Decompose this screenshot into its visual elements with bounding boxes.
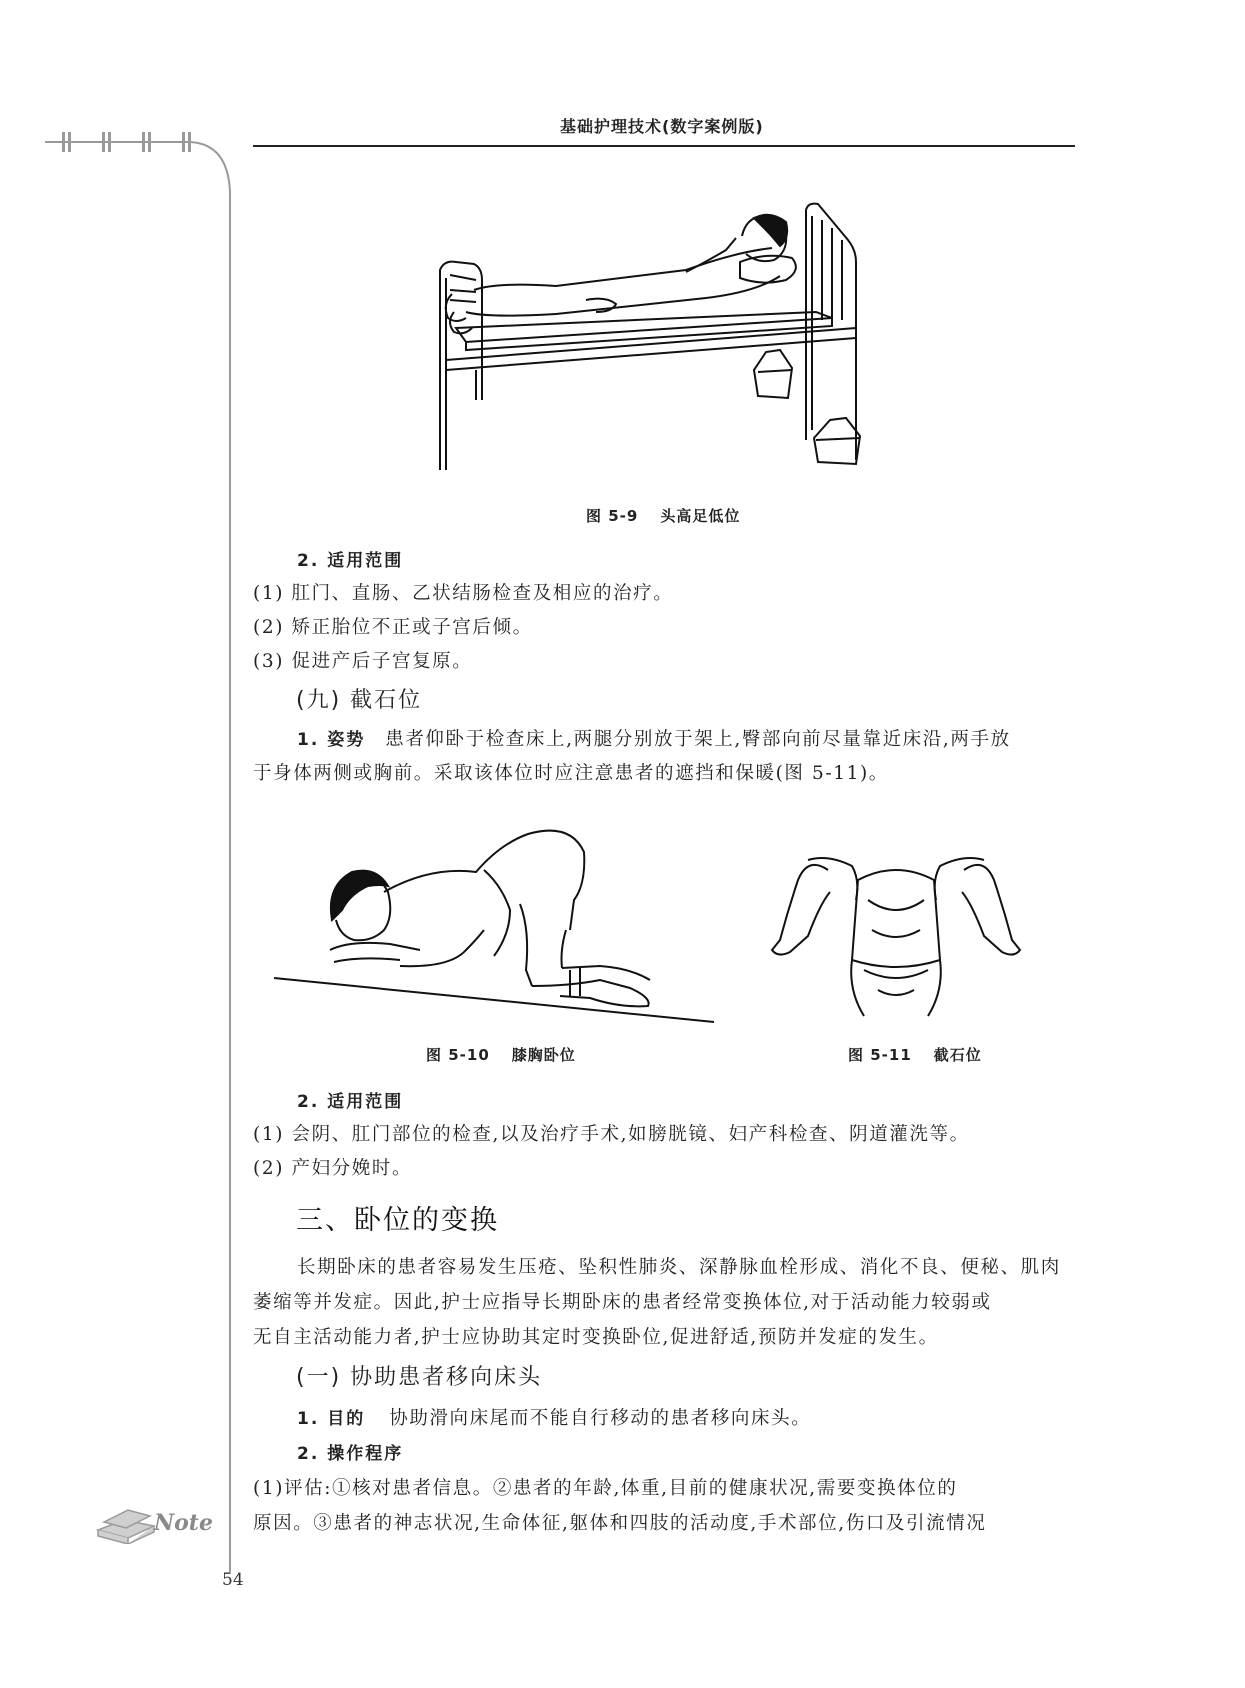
margin-decoration [0,132,240,1572]
procedure-line: 原因。③患者的神志状况,生命体征,躯体和四肢的活动度,手术部位,伤口及引流情况 [253,1513,987,1534]
procedure-line: (1)评估:①核对患者信息。②患者的年龄,体重,目前的健康状况,需要变换体位的 [253,1478,958,1499]
figure-label: 图 5-11 [848,1046,912,1064]
figure-5-11-illustration [768,840,1024,1020]
figure-5-9-caption [586,505,740,526]
list-item: (1) 肛门、直肠、乙状结肠检查及相应的治疗。 [253,583,674,604]
list-item: (3) 促进产后子宫复原。 [253,651,473,672]
section-heading-lithotomy: (九) 截石位 [296,688,423,713]
figure-title: 截石位 [933,1046,982,1064]
figure-label: 图 5-10 [426,1046,490,1064]
paragraph-line: 无自主活动能力者,护士应协助其定时变换卧位,促进舒适,预防并发症的发生。 [253,1327,939,1348]
posture-text: 患者仰卧于检查床上,两腿分别放于架上,臀部向前尽量靠近床沿,两手放 [385,729,1011,750]
section-heading-position-change: 三、卧位的变换 [296,1205,499,1236]
header-rule [253,145,1075,147]
posture-paragraph-line [297,725,1011,751]
figure-label: 图 5-9 [586,507,639,525]
figure-5-10-caption [426,1044,576,1065]
figure-5-11-caption [848,1044,982,1065]
paragraph-line: 长期卧床的患者容易发生压疮、坠积性肺炎、深静脉血栓形成、消化不良、便秘、肌肉 [297,1257,1061,1278]
subsection-heading: (一) 协助患者移向床头 [296,1365,543,1390]
figure-5-9-illustration [436,200,906,490]
book-icon [94,1500,158,1544]
figure-5-10-illustration [270,800,720,1030]
procedure-heading: 2. 操作程序 [297,1444,404,1464]
posture-paragraph-line: 于身体两侧或胸前。采取该体位时应注意患者的遮挡和保暖(图 5-11)。 [253,763,889,784]
scope-heading: 2. 适用范围 [297,551,404,571]
figure-title: 膝胸卧位 [511,1046,576,1064]
note-label: Note [154,1510,213,1536]
posture-lead: 1. 姿势 [297,730,366,750]
running-header: 基础护理技术(数字案例版) [560,117,764,136]
list-item: (2) 矫正胎位不正或子宫后倾。 [253,617,533,638]
purpose-lead: 1. 目的 [297,1409,366,1429]
scope-heading: 2. 适用范围 [297,1092,404,1112]
purpose-line [297,1404,811,1430]
list-item: (2) 产妇分娩时。 [253,1158,413,1179]
purpose-text: 协助滑向床尾而不能自行移动的患者移向床头。 [389,1408,812,1429]
page-number: 54 [222,1570,244,1590]
list-item: (1) 会阴、肛门部位的检查,以及治疗手术,如膀胱镜、妇产科检查、阴道灌洗等。 [253,1124,970,1145]
paragraph-line: 萎缩等并发症。因此,护士应指导长期卧床的患者经常变换体位,对于活动能力较弱或 [253,1292,992,1313]
figure-title: 头高足低位 [660,507,741,525]
